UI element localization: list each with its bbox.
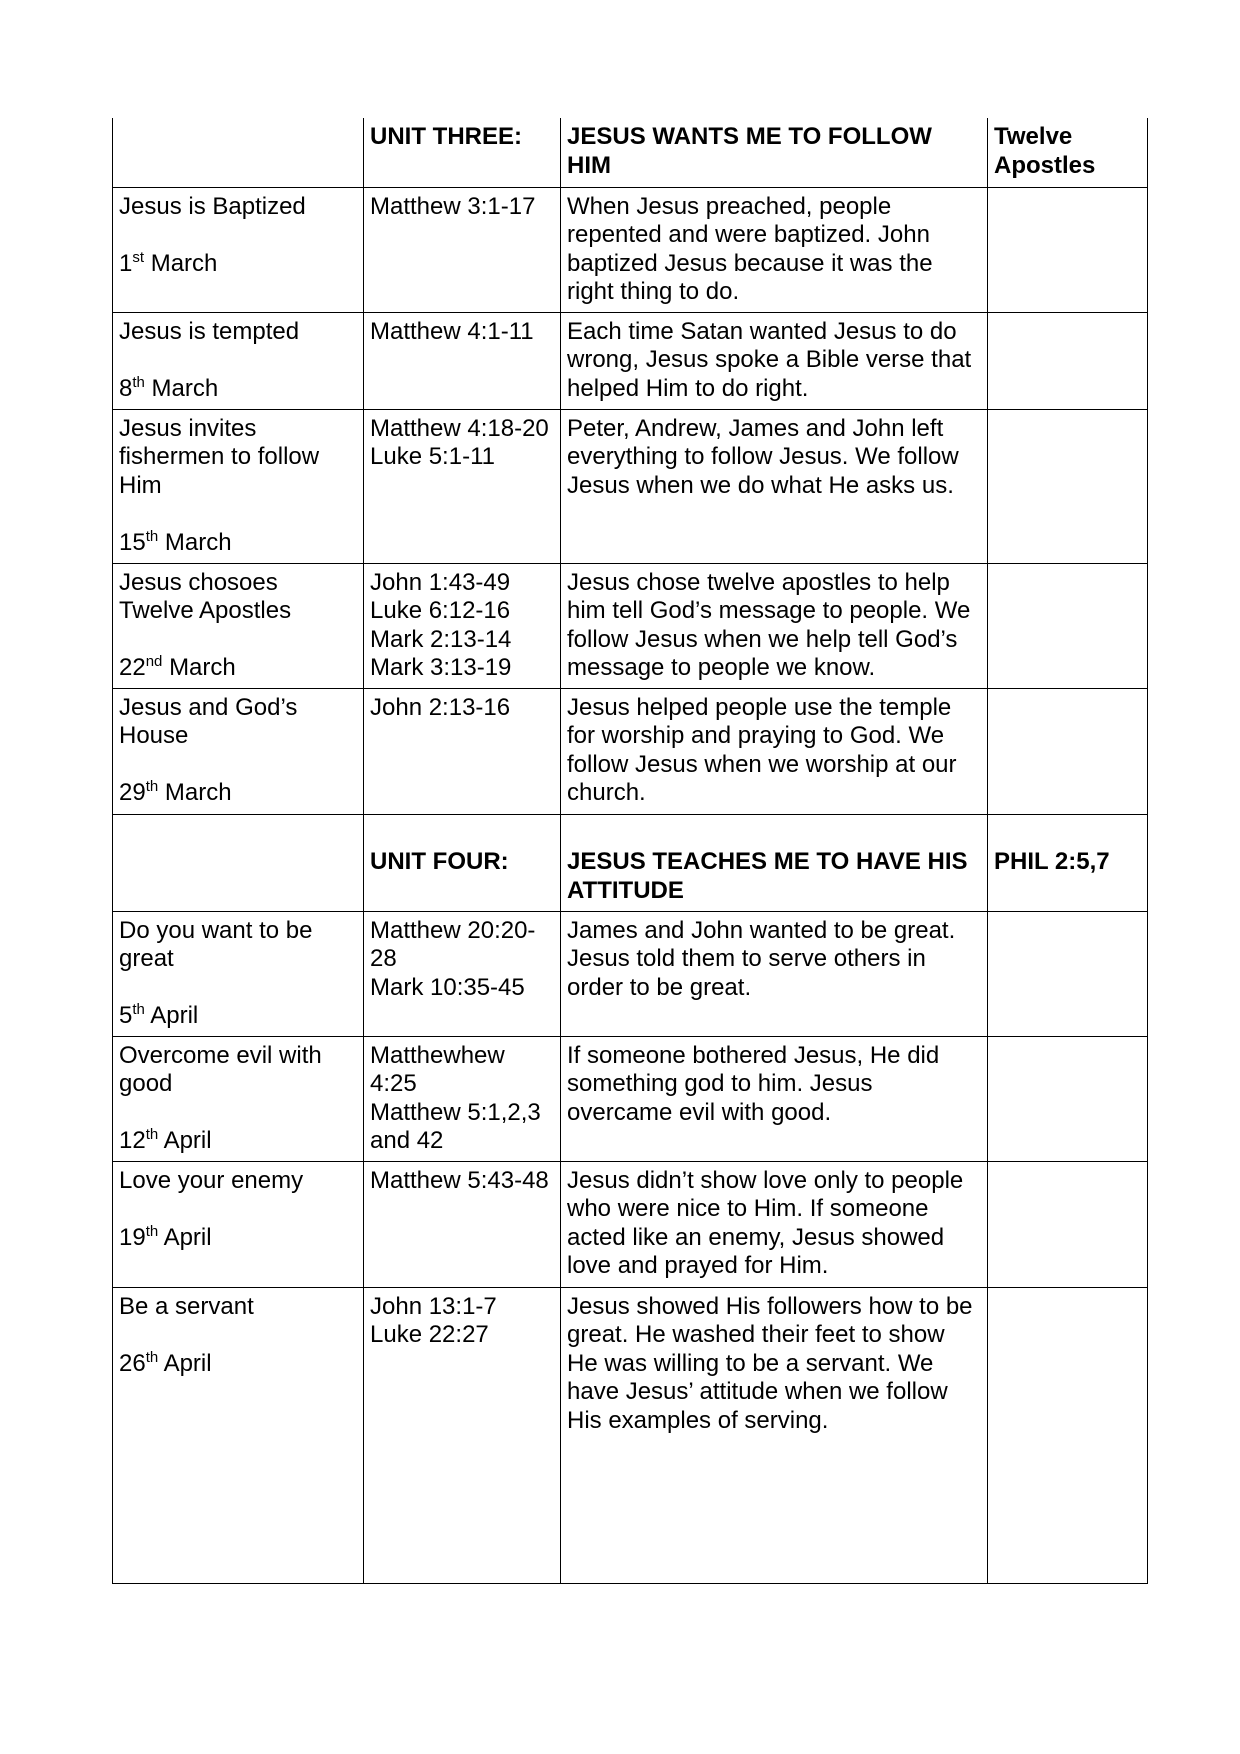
lesson-date: 29th March <box>119 778 232 806</box>
lesson-summary: Jesus helped people use the temple for worship and praying to God. We follow Jesus when we worship at our church. <box>561 688 988 814</box>
lesson-summary: Jesus showed His followers how to be great. He washed their feet to show He was willing to be a servant. We have Jesus’ attitude when we follow His examples of serving. <box>561 1287 988 1583</box>
empty-cell <box>988 312 1148 409</box>
lesson-date: 26th April <box>119 1348 212 1377</box>
empty-cell <box>988 1036 1148 1161</box>
empty-cell <box>113 814 364 911</box>
lesson-date: 1st March <box>119 248 218 277</box>
lesson-row <box>113 1287 1148 1583</box>
unit-label: UNIT FOUR: <box>364 814 561 911</box>
lesson-row <box>113 187 1148 312</box>
lesson-row <box>113 911 1148 1036</box>
lesson-date: 19th April <box>119 1222 212 1251</box>
lesson-title: Jesus is tempted <box>119 317 300 345</box>
empty-cell <box>988 409 1148 563</box>
empty-cell <box>988 1287 1148 1583</box>
lesson-date: 5th April <box>119 1001 199 1029</box>
memory-verse: PHIL 2:5,7 <box>988 814 1148 911</box>
lesson-summary: When Jesus preached, people repented and were baptized. John baptized Jesus because it was the right thing to do. <box>561 187 988 312</box>
lesson-date: 8th March <box>119 373 219 402</box>
unit-title: JESUS WANTS ME TO FOLLOW HIM <box>561 118 988 187</box>
scripture-refs: Matthew 3:1-17 <box>364 187 561 312</box>
scripture-refs: John 2:13-16 <box>364 688 561 814</box>
scripture-refs: John 1:43-49 Luke 6:12-16 Mark 2:13-14 Mark 3:13-19 <box>364 563 561 688</box>
lesson-cell <box>113 688 364 814</box>
lesson-summary: Peter, Andrew, James and John left everything to follow Jesus. We follow Jesus when we do what He asks us. <box>561 409 988 563</box>
lesson-row <box>113 312 1148 409</box>
unit-header-row <box>113 118 1148 187</box>
scripture-refs: Matthew 5:43-48 <box>364 1161 561 1287</box>
lesson-summary: Jesus didn’t show love only to people who were nice to Him. If someone acted like an enemy, Jesus showed love and prayed for Him. <box>561 1161 988 1287</box>
lesson-title: Be a servant <box>119 1292 254 1320</box>
lesson-row <box>113 1036 1148 1161</box>
empty-cell <box>988 911 1148 1036</box>
empty-cell <box>988 688 1148 814</box>
lesson-schedule-table <box>112 118 1148 1584</box>
lesson-cell <box>113 1036 364 1161</box>
lesson-cell <box>113 563 364 688</box>
lesson-row <box>113 409 1148 563</box>
unit-header-row <box>113 814 1148 911</box>
scripture-refs: Matthewhew 4:25 Matthew 5:1,2,3 and 42 <box>364 1036 561 1161</box>
lesson-title: Do you want to be great <box>119 916 313 972</box>
lesson-summary: Each time Satan wanted Jesus to do wrong, Jesus spoke a Bible verse that helped Him to do right. <box>561 312 988 409</box>
lesson-row <box>113 563 1148 688</box>
lesson-date: 22nd March <box>119 653 236 681</box>
lesson-summary: If someone bothered Jesus, He did something god to him. Jesus overcame evil with good. <box>561 1036 988 1161</box>
lesson-title: Jesus is Baptized <box>119 192 306 220</box>
scripture-refs: Matthew 4:18-20 Luke 5:1-11 <box>364 409 561 563</box>
empty-cell <box>988 1161 1148 1287</box>
lesson-title: Jesus chosoes Twelve Apostles <box>119 568 292 624</box>
lesson-title: Jesus and God’s House <box>119 693 298 749</box>
lesson-date: 15th March <box>119 527 232 556</box>
lesson-cell <box>113 187 364 312</box>
unit-label: UNIT THREE: <box>364 118 561 187</box>
lesson-row <box>113 1161 1148 1287</box>
lesson-row <box>113 688 1148 814</box>
lesson-cell <box>113 1287 364 1583</box>
scripture-refs: Matthew 4:1-11 <box>364 312 561 409</box>
empty-cell <box>988 563 1148 688</box>
lesson-cell <box>113 1161 364 1287</box>
empty-cell <box>113 118 364 187</box>
lesson-summary: Jesus chose twelve apostles to help him tell God’s message to people. We follow Jesus when we help tell God’s message to people we know. <box>561 563 988 688</box>
lesson-cell <box>113 312 364 409</box>
lesson-title: Love your enemy <box>119 1166 304 1194</box>
empty-cell <box>988 187 1148 312</box>
scripture-refs: John 13:1-7 Luke 22:27 <box>364 1287 561 1583</box>
lesson-title: Overcome evil with good <box>119 1041 322 1097</box>
lesson-date: 12th April <box>119 1126 212 1154</box>
scripture-refs: Matthew 20:20-28 Mark 10:35-45 <box>364 911 561 1036</box>
lesson-cell <box>113 911 364 1036</box>
unit-title: JESUS TEACHES ME TO HAVE HIS ATTITUDE <box>561 814 988 911</box>
lesson-summary: James and John wanted to be great. Jesus told them to serve others in order to be great. <box>561 911 988 1036</box>
lesson-title: Jesus invites fishermen to follow Him <box>119 414 320 499</box>
memory-verse: Twelve Apostles <box>988 118 1148 187</box>
lesson-cell <box>113 409 364 563</box>
